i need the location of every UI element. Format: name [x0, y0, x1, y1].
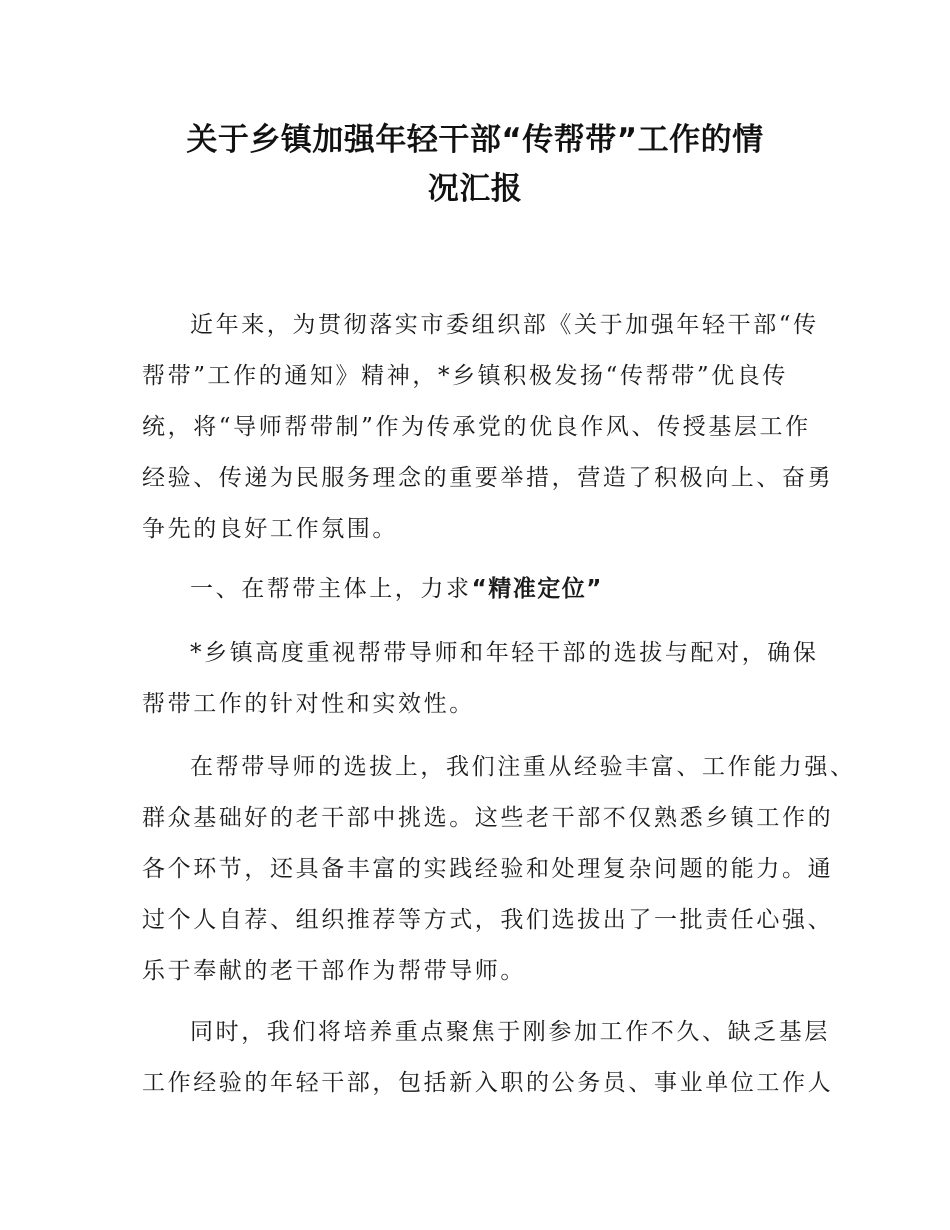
document-title-line-2: 况汇报	[427, 171, 523, 207]
paragraph-2-line-2: 帮带工作的针对性和实效性。	[142, 691, 475, 717]
intro-line-5: 争先的良好工作氛围。	[142, 516, 398, 542]
intro-line-3: 统，将“导师帮带制”作为传承党的优良作风、传授基层工作	[142, 414, 811, 440]
document-title-line-1: 关于乡镇加强年轻干部“传帮带”工作的情	[186, 122, 764, 158]
intro-line-1: 近年来，为贯彻落实市委组织部《关于加强年轻干部“传	[190, 312, 819, 338]
paragraph-3-line-3: 各个环节，还具备丰富的实践经验和处理复杂问题的能力。通	[142, 856, 834, 882]
paragraph-3-line-1: 在帮带导师的选拔上，我们注重从经验丰富、工作能力强、	[190, 754, 856, 780]
section-heading-1	[190, 574, 603, 604]
intro-line-4: 经验、传递为民服务理念的重要举措，营造了积极向上、奋勇	[142, 465, 834, 491]
paragraph-2-line-1: *乡镇高度重视帮带导师和年轻干部的选拔与配对，确保	[190, 640, 819, 666]
intro-line-2: 帮带”工作的通知》精神，*乡镇积极发扬“传帮带”优良传	[142, 363, 788, 389]
paragraph-4-line-1: 同时，我们将培养重点聚焦于刚参加工作不久、缺乏基层	[190, 1019, 830, 1045]
section-heading-1-prefix: 一、在帮带主体上，力求	[190, 576, 472, 602]
paragraph-3-line-4: 过个人自荐、组织推荐等方式，我们选拔出了一批责任心强、	[142, 907, 834, 933]
paragraph-3-line-5: 乐于奉献的老干部作为帮带导师。	[142, 958, 526, 984]
paragraph-4-line-2: 工作经验的年轻干部，包括新入职的公务员、事业单位工作人	[142, 1070, 834, 1096]
section-heading-1-highlight: “精准定位”	[471, 576, 603, 602]
paragraph-3-line-2: 群众基础好的老干部中挑选。这些老干部不仅熟悉乡镇工作的	[142, 805, 834, 831]
